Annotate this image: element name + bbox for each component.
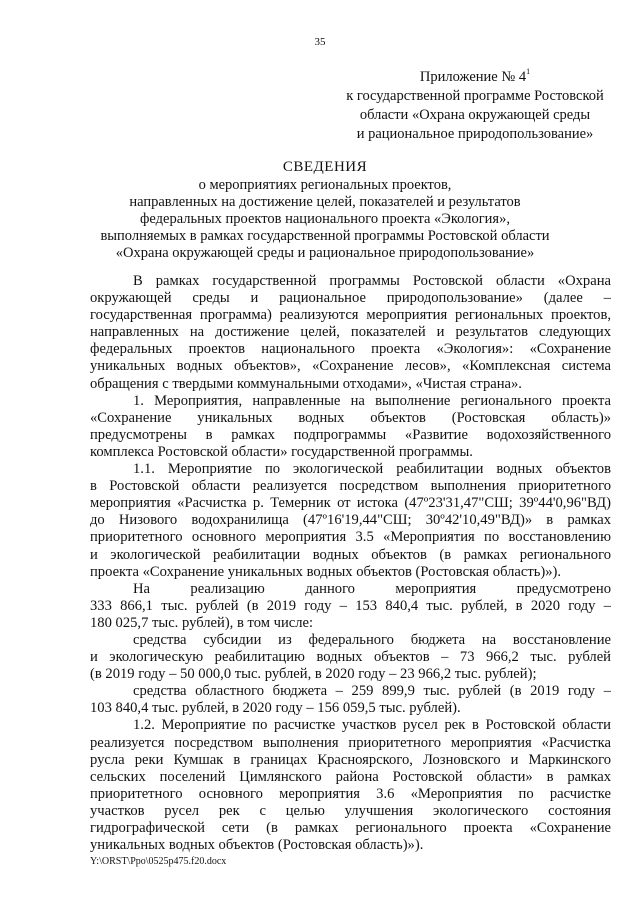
body-line: обращения с твердыми коммунальными отходами», «Чистая страна». (90, 375, 522, 392)
body-text (90, 273, 611, 854)
body-line: направленных на достижение целей, показателей и результатов следующих (90, 324, 611, 341)
appendix-header (330, 62, 620, 144)
body-line: средства субсидии из федерального бюджета на восстановление (133, 631, 611, 648)
body-line: проекта «Сохранение уникальных водных объектов (Ростовская область)»). (90, 563, 562, 580)
body-line: приоритетного основного мероприятия 3.6 «Мероприятия по расчистке (90, 785, 611, 802)
body-line: В рамках государственной программы Ростовской области «Охрана (133, 273, 611, 289)
body-line: до Низового водохранилища (47º16'19,44"СШ; 30º42'10,49"ВД)» в рамках (90, 512, 611, 529)
body-line: и экологическую реабилитацию водных объектов – 73 966,2 тыс. рублей (90, 649, 611, 666)
body-line: русла реки Кумшак в границах Красноярского, Лозновского и Маркинского (90, 751, 611, 768)
body-line: 1.2. Мероприятие по расчистке участков русел рек в Ростовской области (133, 717, 611, 734)
body-line: «Сохранение уникальных водных объектов (Ростовская область)» (90, 409, 611, 426)
title-line: выполняемых в рамках государственной программы Ростовской области (100, 228, 550, 244)
body-line: в Ростовской области реализуется посредством выполнения приоритетного (90, 478, 611, 495)
body-line: окружающей среды и рациональное природопользование» (далее – (90, 290, 611, 307)
appendix-line: к государственной программе Ростовской (346, 88, 604, 104)
body-line: средства областного бюджета – 259 899,9 тыс. рублей (в 2019 году – (133, 683, 611, 700)
file-path-footer: Y:\ORST\Ppo\0525p475.f20.docx (90, 856, 227, 867)
body-line: 180 025,7 тыс. рублей), в том числе: (90, 614, 314, 631)
body-line: сельских поселений Цимлянского района Ростовской области» в рамках (90, 768, 611, 785)
body-line: комплекса Ростовской области» государственной программы. (90, 443, 473, 460)
body-line: 103 840,4 тыс. рублей, в 2020 году – 156 059,5 тыс. рублей). (90, 700, 461, 717)
body-line: участков русел рек с целью улучшения экологического состояния (90, 802, 611, 819)
appendix-superscript: 1 (526, 67, 531, 76)
title-heading: СВЕДЕНИЯ (282, 159, 368, 175)
title-line: направленных на достижение целей, показателей и результатов (129, 194, 521, 210)
document-title (100, 158, 550, 262)
body-line: (в 2019 году – 50 000,0 тыс. рублей, в 2020 году – 23 966,2 тыс. рублей); (90, 666, 537, 683)
body-line: федеральных проектов национального проекта «Экология»: «Сохранение (90, 341, 611, 358)
body-line: На реализацию данного мероприятия предусмотрено (133, 580, 611, 597)
body-line: 1. Мероприятия, направленные на выполнение регионального проекта (133, 392, 611, 409)
body-line: 333 866,1 тыс. рублей (в 2019 году – 153 840,4 тыс. рублей, в 2020 году – (90, 597, 611, 614)
body-line: предусмотрены в рамках подпрограммы «Развитие водохозяйственного (90, 426, 611, 443)
body-line: уникальных водных объектов (Ростовская область)»). (90, 837, 424, 854)
appendix-line: и рациональное природопользование» (356, 126, 594, 142)
title-line: федеральных проектов национального проекта «Экология», (140, 211, 510, 227)
title-line: «Охрана окружающей среды и рациональное природопользование» (115, 245, 535, 261)
body-line: мероприятия «Расчистка р. Темерник от истока (47º23'31,47"СШ; 39º44'0,96"ВД) (90, 495, 611, 512)
page-number: 35 (314, 36, 326, 48)
body-line: уникальных водных объектов», «Сохранение лесов», «Комплексная система (90, 358, 611, 375)
body-line: и экологической реабилитации водных объектов (в рамках регионального (90, 546, 611, 563)
appendix-label: Приложение № $4^1$ (419, 67, 531, 85)
body-line: государственная программа) реализуются мероприятия региональных проектов, (90, 307, 611, 324)
title-line: о мероприятиях региональных проектов, (198, 177, 452, 193)
body-line: реализуется посредством выполнения приоритетного мероприятия «Расчистка (90, 734, 611, 751)
body-line: приоритетного основного мероприятия 3.5 «Мероприятия по восстановлению (90, 529, 611, 546)
appendix-line: области «Охрана окружающей среды (359, 107, 591, 123)
body-line: 1.1. Мероприятие по экологической реабилитации водных объектов (133, 461, 611, 478)
body-line: гидрографической сети (в рамках регионального проекта «Сохранение (90, 820, 611, 836)
